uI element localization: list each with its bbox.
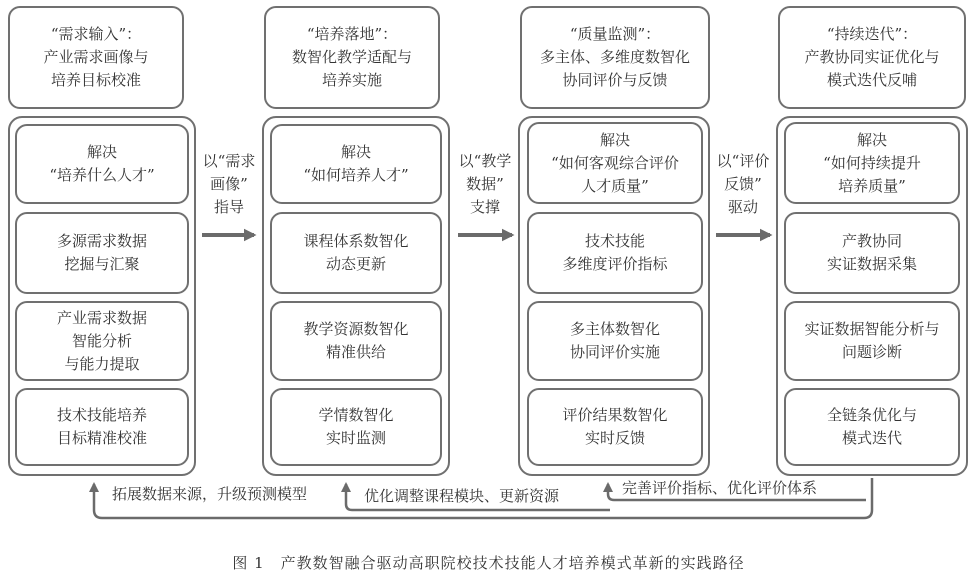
col4-item3-line2: 问题诊断 xyxy=(841,343,902,361)
col1-item4-line1: 技术技能培养 xyxy=(56,406,147,424)
col2-item2-line2: 动态更新 xyxy=(325,255,386,273)
connector3-line1: 以“评价 xyxy=(716,152,770,170)
col2-item1-line1: 解决 xyxy=(340,143,371,161)
col1-header-line2: 产业需求画像与 xyxy=(43,48,149,66)
col2-item1-line2: “如何培养人才” xyxy=(303,166,409,184)
col1-item3-line1: 产业需求数据 xyxy=(56,308,147,327)
feedback-label-1: 拓展数据来源，升级预测模型 xyxy=(112,485,308,503)
feedback-label-2: 优化调整课程模块、更新资源 xyxy=(364,487,560,505)
col4-header-line2: 产教协同实证优化与 xyxy=(804,48,940,66)
col4-item1-line2: “如何持续提升 xyxy=(823,153,921,172)
col3-item1-line2: “如何客观综合评价 xyxy=(551,153,679,172)
col1-header-line3: 培养目标校准 xyxy=(50,71,141,89)
col4-item2-line2: 实证数据采集 xyxy=(826,255,917,273)
col3-item2-line2: 多维度评价指标 xyxy=(562,255,668,273)
col3-item3-line2: 协同评价实施 xyxy=(569,343,660,361)
col2-item4-line2: 实时监测 xyxy=(325,429,386,447)
col3-header-line1: “质量监测”： xyxy=(569,25,661,43)
figure-caption: 图 1 产教数智融合驱动高职院校技术技能人才培养模式革新的实践路径 xyxy=(232,554,745,572)
col2-item2-line1: 课程体系数智化 xyxy=(303,232,409,250)
connector2-line1: 以“教学 xyxy=(458,152,512,170)
col4-header-line1: “持续迭代”： xyxy=(826,25,918,43)
connector3-line3: 驱动 xyxy=(727,198,758,216)
col4-header-line3: 模式迭代反哺 xyxy=(826,71,917,89)
col3-item1-line1: 解决 xyxy=(599,130,630,149)
connector1-line3: 指导 xyxy=(213,198,244,216)
col3-header-line2: 多主体、多维度数智化 xyxy=(539,48,690,66)
col2-header-line3: 培养实施 xyxy=(321,71,382,89)
col2-header-line2: 数智化教学适配与 xyxy=(291,48,412,66)
col1-item4-line2: 目标精准校准 xyxy=(56,429,147,447)
col1-item1-line1: 解决 xyxy=(86,143,117,161)
col2-item3-line2: 精准供给 xyxy=(325,343,386,361)
col1-header-line1: “需求输入”： xyxy=(50,25,142,43)
col1-item2-line1: 多源需求数据 xyxy=(56,232,147,250)
connector2-line2: 数据” xyxy=(466,175,504,193)
col4-item4-line1: 全链条优化与 xyxy=(826,406,917,424)
col1-item1-line2: “培养什么人才” xyxy=(49,166,155,184)
col4-item1-line3: 培养质量” xyxy=(838,176,906,195)
col3-header-line3: 协同评价与反馈 xyxy=(562,71,668,89)
col2-header-line1: “培养落地”： xyxy=(306,25,398,43)
col4-item4-line2: 模式迭代 xyxy=(841,429,902,447)
connector2-line3: 支撑 xyxy=(469,198,500,216)
feedback-label-3: 完善评价指标、优化评价体系 xyxy=(622,479,818,497)
connector3-line2: 反馈” xyxy=(724,175,762,193)
col4-item3-line1: 实证数据智能分析与 xyxy=(804,320,940,338)
connector1-line2: 画像” xyxy=(210,175,248,193)
col1-item2-line2: 挖掘与汇聚 xyxy=(64,255,140,273)
connector1-line1: 以“需求 xyxy=(202,152,256,170)
col3-item2-line1: 技术技能 xyxy=(584,232,645,250)
col2-item4-line1: 学情数智化 xyxy=(318,406,394,424)
col1-item3-line2: 智能分析 xyxy=(71,331,132,350)
col3-item4-line2: 实时反馈 xyxy=(584,429,645,447)
col4-item2-line1: 产教协同 xyxy=(841,232,902,250)
col4-item1-line1: 解决 xyxy=(856,130,887,149)
col1-item3-line3: 与能力提取 xyxy=(64,354,140,373)
col3-item4-line1: 评价结果数智化 xyxy=(562,406,668,424)
col3-item1-line3: 人才质量” xyxy=(581,176,649,195)
col2-item3-line1: 教学资源数智化 xyxy=(303,320,409,338)
col3-item3-line1: 多主体数智化 xyxy=(569,320,660,338)
